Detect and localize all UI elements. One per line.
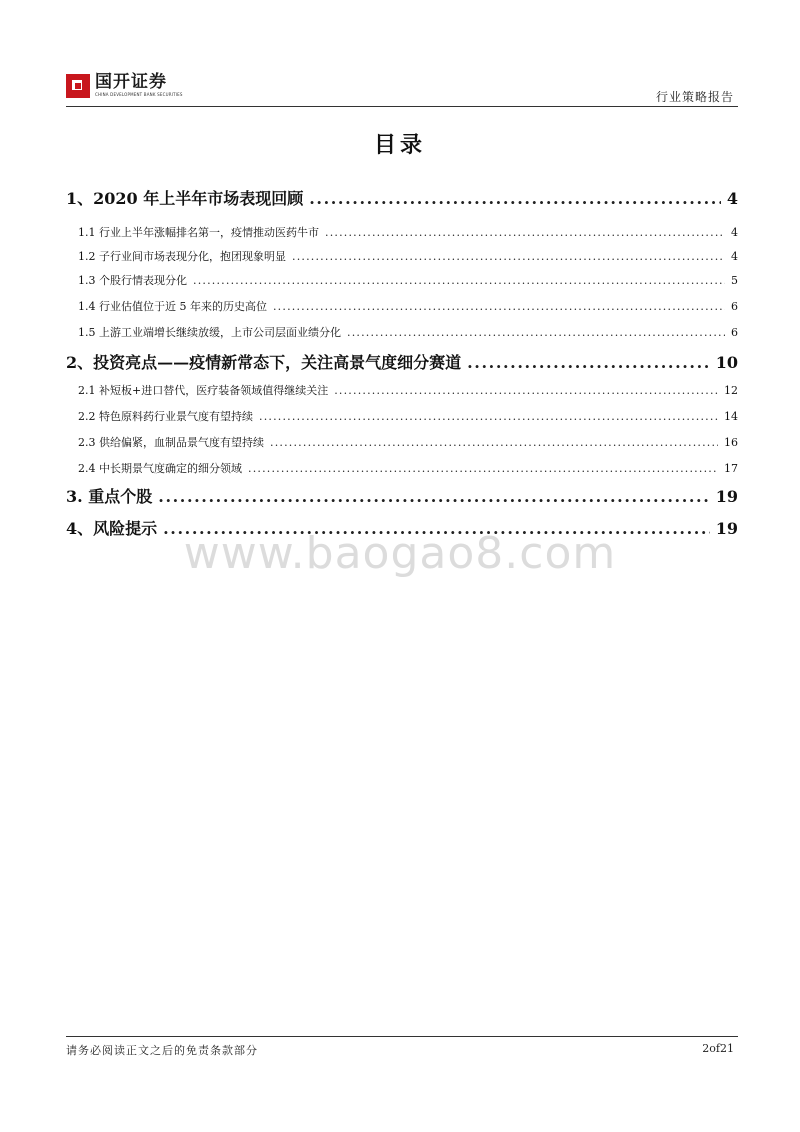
- toc-entry-label: 1.5 上游工业端增长继续放缓，上市公司层面业绩分化: [78, 326, 341, 339]
- toc-entry-page: 4: [726, 189, 738, 208]
- logo-icon: [66, 74, 90, 98]
- toc-entry-page: 4: [731, 250, 738, 263]
- toc-entry-2-1[interactable]: [66, 382, 738, 398]
- toc-entry-2-4[interactable]: [66, 460, 738, 476]
- toc-entry-2-3[interactable]: [66, 434, 738, 450]
- watermark: www.baogao8.com: [183, 528, 617, 579]
- toc-entry-3[interactable]: [66, 484, 738, 506]
- toc-entry-2[interactable]: [66, 350, 738, 372]
- toc-entry-label: 2.4 中长期景气度确定的细分领域: [78, 462, 242, 475]
- page-number: 2of21: [702, 1042, 734, 1055]
- toc-entry-1-2[interactable]: [66, 248, 738, 264]
- toc-entry-page: 19: [715, 487, 738, 506]
- toc-entry-label: 1、2020 年上半年市场表现回顾: [66, 189, 304, 208]
- toc-entry-label: 2、投资亮点——疫情新常态下，关注高景气度细分赛道: [66, 353, 462, 372]
- toc-entry-label: 1.2 子行业间市场表现分化，抱团现象明显: [78, 250, 286, 263]
- brand-name-cn: 国开证券: [95, 72, 167, 92]
- brand-name-en: CHINA DEVELOPMENT BANK SECURITIES: [95, 92, 183, 97]
- toc-entry-2-2[interactable]: [66, 408, 738, 424]
- page-header: [66, 68, 738, 104]
- toc-entry-page: 14: [724, 410, 738, 423]
- toc-entry-page: 19: [715, 519, 738, 538]
- toc-entry-1-1[interactable]: [66, 224, 738, 240]
- toc-entry-page: 10: [715, 353, 738, 372]
- toc-entry-label: 1.4 行业估值位于近 5 年来的历史高位: [78, 300, 267, 313]
- footer-disclaimer: 请务必阅读正文之后的免责条款部分: [66, 1044, 258, 1057]
- toc-entry-page: 6: [731, 326, 738, 339]
- toc-entry-label: 4、风险提示: [66, 519, 158, 538]
- toc-entry-label: 1.1 行业上半年涨幅排名第一，疫情推动医药牛市: [78, 226, 319, 239]
- toc-title: 目录: [373, 132, 426, 158]
- toc-entry-page: 16: [724, 436, 738, 449]
- report-type-label: 行业策略报告: [655, 90, 734, 104]
- toc-entry-page: 4: [731, 226, 738, 239]
- toc-entry-label: 2.1 补短板+进口替代，医疗装备领域值得继续关注: [78, 384, 329, 397]
- toc-entry-label: 1.3 个股行情表现分化: [78, 274, 187, 287]
- toc-entry-page: 6: [731, 300, 738, 313]
- toc-entry-1-4[interactable]: [66, 298, 738, 314]
- toc-entry-1-3[interactable]: [66, 272, 738, 288]
- header-divider: [66, 106, 738, 107]
- toc-entry-label: 3. 重点个股: [66, 487, 153, 506]
- toc-entry-page: 5: [731, 274, 738, 287]
- toc-entry-label: 2.3 供给偏紧，血制品景气度有望持续: [78, 436, 264, 449]
- toc-entry-page: 12: [724, 384, 738, 397]
- company-logo: [66, 72, 183, 100]
- toc-entry-page: 17: [724, 462, 738, 475]
- toc-entry-1-5[interactable]: [66, 324, 738, 340]
- footer-divider: [66, 1036, 738, 1037]
- toc-entry-1[interactable]: [66, 186, 738, 208]
- toc-entry-label: 2.2 特色原料药行业景气度有望持续: [78, 410, 253, 423]
